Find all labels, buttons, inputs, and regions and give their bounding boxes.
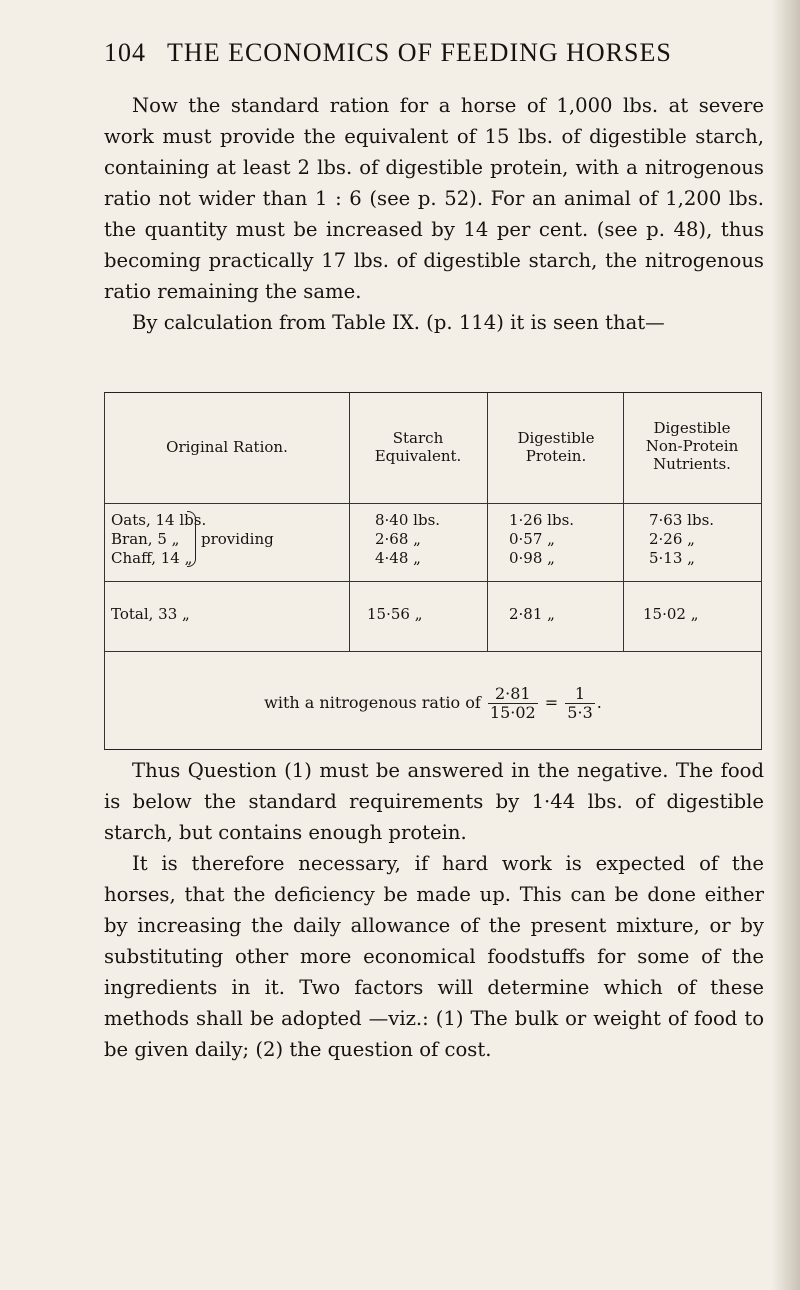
starch-chaff: 4·48 „ xyxy=(375,549,421,567)
header-original-ration: Original Ration. xyxy=(166,438,288,456)
column-divider xyxy=(349,393,350,651)
nitrogenous-ratio xyxy=(105,685,761,722)
protein-chaff: 0·98 „ xyxy=(509,549,555,567)
total-label: Total, 33 „ xyxy=(111,605,190,623)
page-number: 104 xyxy=(104,38,146,67)
ratio-denominator-2: 5·3 xyxy=(567,703,593,722)
ratio-end: . xyxy=(596,693,602,712)
nonprotein-bran: 2·26 „ xyxy=(649,530,695,548)
ratio-numerator-1: 2·81 xyxy=(488,685,538,704)
calc-intro-text: By calculation from Table IX. (p. 114) it is seen that— xyxy=(132,311,665,334)
total-nonprotein: 15·02 „ xyxy=(643,605,699,623)
intro-paragraph xyxy=(104,90,764,338)
running-head-title: THE ECONOMICS OF FEEDING HORSES xyxy=(167,38,672,67)
starch-bran: 2·68 „ xyxy=(375,530,421,548)
conclusion-paragraph xyxy=(104,755,764,1065)
ingredient-bran: Bran, 5 „ xyxy=(111,530,180,548)
nonprotein-values xyxy=(649,511,714,568)
protein-bran: 0·57 „ xyxy=(509,530,555,548)
ratio-prefix: with a nitrogenous ratio of xyxy=(264,693,481,712)
header-starch-equivalent: Starch Equivalent. xyxy=(374,429,462,465)
intro-text: Now the standard ration for a horse of 1,000 lbs. at severe work must provide the equivalent of 15 lbs. of digestible starch, containing at least 2 lbs. of digestible protein, with a nitrogenous ratio not wider than 1 : 6 (see p. 52). For an animal of 1,200 lbs. the quantity must be increased by 14 per cent. (see p. 48), thus becoming practically 17 lbs. of digestible starch, the nitrogenous ratio remaining the same. xyxy=(104,94,764,303)
ratio-fraction-2 xyxy=(565,685,594,722)
starch-values xyxy=(375,511,440,568)
ratio-equals: = xyxy=(544,693,559,712)
page-edge-shadow xyxy=(772,0,800,1290)
nonprotein-oats: 7·63 lbs. xyxy=(649,511,715,529)
total-starch: 15·56 „ xyxy=(367,605,423,623)
starch-oats: 8·40 lbs. xyxy=(375,511,441,529)
ingredient-chaff: Chaff, 14 „ xyxy=(111,549,193,567)
nonprotein-chaff: 5·13 „ xyxy=(649,549,695,567)
running-header xyxy=(104,38,704,68)
conclusion-text: Thus Question (1) must be answered in the negative. The food is below the standard requirements by 1·44 lbs. of digestible starch, but contains enough protein. xyxy=(104,759,764,844)
header-digestible-protein: Digestible Protein. xyxy=(517,429,595,465)
column-divider xyxy=(623,393,624,651)
protein-oats: 1·26 lbs. xyxy=(509,511,575,529)
ration-table xyxy=(104,392,762,750)
ratio-numerator-2: 1 xyxy=(565,685,594,704)
column-divider xyxy=(487,393,488,651)
methods-text: It is therefore necessary, if hard work is expected of the horses, that the deficiency be made up. This can be done either by increasing the daily allowance of the present mixture, or by substituting other more economical foodstuffs for some of the ingredients in it. Two factors will determine which of these methods shall be adopted —viz.: (1) The bulk or weight of food to be given daily; (2) the question of cost. xyxy=(104,852,764,1061)
ratio-denominator-1: 15·02 xyxy=(489,703,536,722)
protein-values xyxy=(509,511,574,568)
header-non-protein-nutrients: Digestible Non-Protein Nutrients. xyxy=(645,419,739,473)
total-protein: 2·81 „ xyxy=(509,605,555,623)
header-rule xyxy=(105,503,761,504)
ratio-fraction-1 xyxy=(488,685,538,722)
ratio-rule xyxy=(105,651,761,652)
total-rule xyxy=(105,581,761,582)
providing-label: providing xyxy=(201,530,274,548)
ingredient-oats: Oats, 14 lbs. xyxy=(111,511,207,529)
grouping-brace xyxy=(187,511,196,567)
